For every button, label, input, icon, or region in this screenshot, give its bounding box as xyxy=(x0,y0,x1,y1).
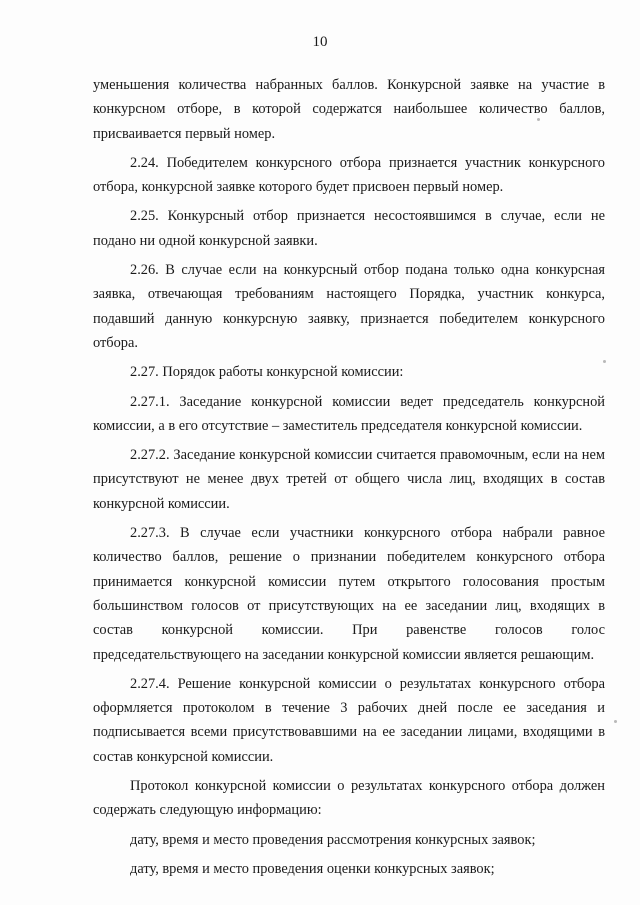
scan-speck xyxy=(614,720,617,723)
paragraph-2-25: 2.25. Конкурсный отбор признается несостоявшимся в случае, если не подано ни одной конкурсной заявки. xyxy=(93,208,605,249)
paragraph-2-24: 2.24. Победителем конкурсного отбора признается участник конкурсного отбора, конкурсной заявке которого будет присвоен первый номер. xyxy=(93,154,605,196)
paragraph-protocol: Протокол конкурсной комиссии о результатах конкурсного отбора должен содержать следующую информацию: xyxy=(93,778,605,819)
list-item-evaluation-date: дату, время и место проведения оценки конкурсных заявок; xyxy=(130,860,495,877)
paragraph-2-27-1: 2.27.1. Заседание конкурсной комиссии ведет председатель конкурсной комиссии, а в его отсутствие – заместитель председателя конкурсной комиссии. xyxy=(93,393,605,434)
paragraph-2-27-4: 2.27.4. Решение конкурсной комиссии о результатах конкурсного отбора оформляется протоколом в течение 3 рабочих дней после ее заседания и подписывается всеми присутствовавшими на ее заседании лицами, входящими в состав конкурсной комиссии. xyxy=(93,675,605,765)
list-item-review-date: дату, время и место проведения рассмотрения конкурсных заявок; xyxy=(130,831,536,848)
paragraph-2-26: 2.26. В случае если на конкурсный отбор подана только одна конкурсная заявка, отвечающая требованиям настоящего Порядка, участник конкурса, подавший данную конкурсную заявку, признается победителем конкурсного отбора. xyxy=(93,262,605,351)
paragraph-continuation: уменьшения количества набранных баллов. Конкурсной заявке на участие в конкурсном отборе, в которой содержатся наибольшее количество баллов, присваивается первый номер. xyxy=(93,77,605,142)
paragraph-2-27: 2.27. Порядок работы конкурсной комиссии: xyxy=(130,364,404,381)
paragraph-2-27-2: 2.27.2. Заседание конкурсной комиссии считается правомочным, если на нем присутствуют не менее двух третей от общего числа лиц, входящих в состав конкурсной комиссии. xyxy=(93,447,605,512)
page-number: 10 xyxy=(312,34,328,50)
scan-speck xyxy=(537,118,540,121)
scan-speck xyxy=(603,360,606,363)
document-body xyxy=(93,73,605,886)
paragraph-2-27-3: 2.27.3. В случае если участники конкурсного отбора набрали равное количество баллов, решение о признании победителем конкурсного отбора принимается конкурсной комиссии путем открытого голосования простым большинством голосов от присутствующих на ее заседании лиц, входящих в состав конкурсной комиссии. При равенстве голосов голос председательствующего на заседании конкурсной комиссии является решающим. xyxy=(93,525,605,663)
